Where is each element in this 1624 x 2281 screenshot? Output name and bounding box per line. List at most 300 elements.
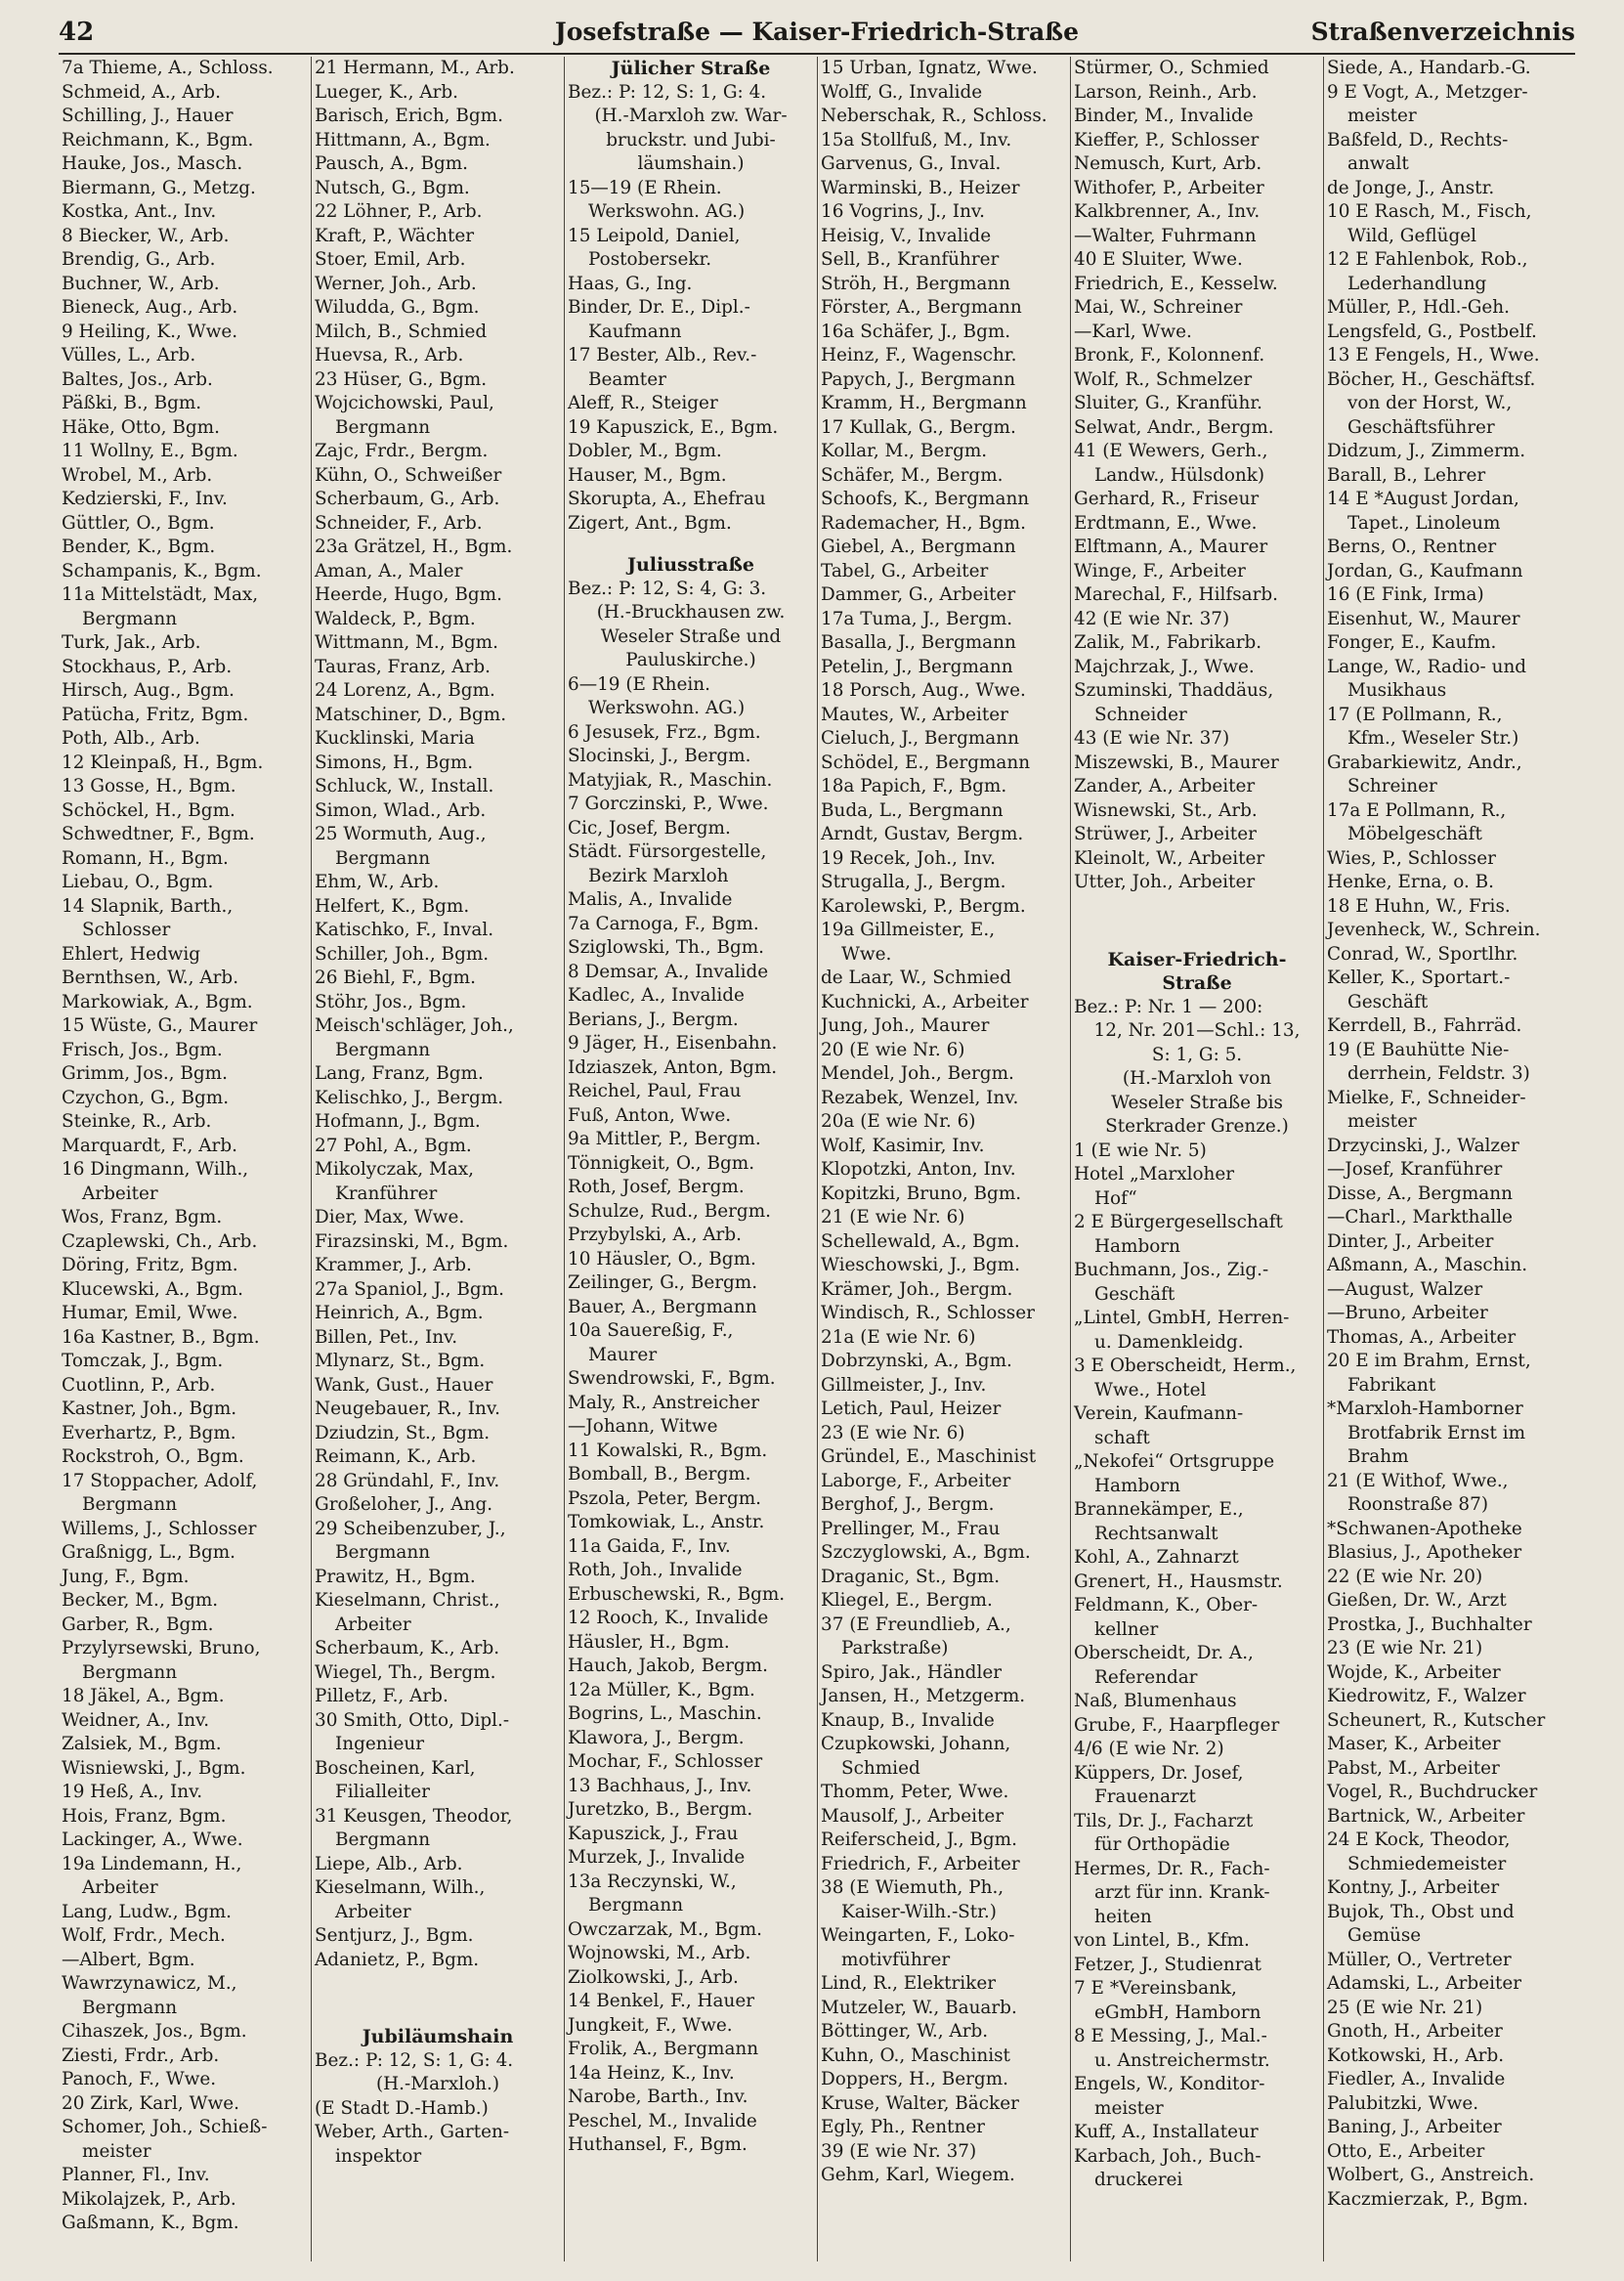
entry-continuation: Filialleiter bbox=[335, 1782, 430, 1802]
entry-line: Bartnick, W., Arbeiter bbox=[1327, 1805, 1525, 1827]
entry-line: 31 Keusgen, Theodor, bbox=[315, 1805, 513, 1827]
entry-line: 39 (E wie Nr. 37) bbox=[821, 2140, 977, 2162]
entry-line: Strugalla, J., Bergm. bbox=[821, 872, 1006, 892]
entry-line: Schöckel, H., Bgm. bbox=[62, 799, 235, 821]
entry-line: Wolf, R., Schmelzer bbox=[1074, 368, 1253, 390]
entry-line: Prawitz, H., Bgm. bbox=[315, 1566, 476, 1587]
entry-line: Przylyrsewski, Bruno, bbox=[62, 1638, 261, 1658]
street-heading: Jülicher Straße bbox=[611, 58, 771, 79]
entry-line: Mautes, W., Arbeiter bbox=[821, 704, 1008, 725]
entry-line: Laborge, F., Arbeiter bbox=[821, 1470, 1011, 1491]
entry-continuation: Schmiedemeister bbox=[1347, 1853, 1507, 1874]
entry-line: Güttler, O., Bgm. bbox=[62, 512, 215, 534]
street-description: Weseler Straße bis bbox=[1111, 1092, 1283, 1113]
entry-line: Mikolajzek, P., Arb. bbox=[62, 2188, 236, 2210]
entry-line: 17 Stoppacher, Adolf, bbox=[62, 1470, 258, 1491]
entry-line: Brannekämper, E., bbox=[1074, 1499, 1244, 1520]
entry-line: 8 Demsar, A., Invalide bbox=[568, 961, 769, 982]
entry-line: Förster, A., Bergmann bbox=[821, 297, 1022, 318]
entry-line: Windisch, R., Schlosser bbox=[821, 1303, 1035, 1323]
entry-line: (E Stadt D.-Hamb.) bbox=[315, 2097, 489, 2119]
entry-line: 23 (E wie Nr. 6) bbox=[821, 1422, 965, 1443]
entry-line: Jansen, H., Metzgerm. bbox=[821, 1686, 1026, 1706]
entry-line: Reiferscheid, J., Bgm. bbox=[821, 1829, 1017, 1850]
entry-line: Giebel, A., Bergmann bbox=[821, 537, 1016, 557]
entry-line: Fonger, E., Kaufm. bbox=[1327, 632, 1497, 653]
entry-line: Jung, F., Bgm. bbox=[62, 1566, 190, 1587]
entry-line: Friedrich, F., Arbeiter bbox=[821, 1853, 1020, 1874]
entry-line: 6—19 (E Rhein. bbox=[568, 673, 710, 695]
entry-line: Palubitzki, Wwe. bbox=[1327, 2092, 1479, 2114]
entry-line: 21 (E wie Nr. 6) bbox=[821, 1207, 965, 1227]
entry-line: Lueger, K., Arb. bbox=[315, 81, 459, 103]
entry-line: 16a Kastner, B., Bgm. bbox=[62, 1326, 260, 1348]
entry-line: —Walter, Fuhrmann bbox=[1074, 225, 1257, 246]
entry-line: Wos, Franz, Bgm. bbox=[62, 1207, 223, 1227]
entry-continuation: Kranführer bbox=[335, 1183, 438, 1204]
entry-line: Weber, Arth., Garten- bbox=[315, 2122, 510, 2142]
spacer bbox=[312, 1990, 564, 2007]
entry-continuation: Musikhaus bbox=[1347, 680, 1447, 701]
entry-line: Simons, H., Bgm. bbox=[315, 752, 474, 773]
entry-line: Planner, Fl., Inv. bbox=[62, 2165, 210, 2185]
entry-line: Wojde, K., Arbeiter bbox=[1327, 1661, 1501, 1683]
entry-line: Kuchnicki, A., Arbeiter bbox=[821, 991, 1029, 1012]
entry-continuation: Schmied bbox=[841, 1757, 920, 1779]
entry-continuation: Roonstraße 87) bbox=[1347, 1494, 1489, 1515]
entry-line: 25 (E wie Nr. 21) bbox=[1327, 1997, 1483, 2018]
entry-line: Hittmann, A., Bgm. bbox=[315, 129, 491, 151]
entry-line: Kucklinski, Maria bbox=[315, 728, 475, 749]
entry-line: —Charl., Markthalle bbox=[1327, 1207, 1514, 1227]
entry-line: Grenert, H., Hausmstr. bbox=[1074, 1571, 1283, 1592]
entry-line: 27a Spaniol, J., Bgm. bbox=[315, 1278, 504, 1300]
entry-line: 11a Mittelstädt, Max, bbox=[62, 584, 259, 605]
entry-line: Päßki, B., Bgm. bbox=[62, 393, 202, 413]
entry-line: Schampanis, K., Bgm. bbox=[62, 560, 262, 581]
entry-line: Mutzeler, W., Bauarb. bbox=[821, 1997, 1017, 2018]
entry-line: Wiludda, G., Bgm. bbox=[315, 297, 480, 318]
entry-continuation: Arbeiter bbox=[335, 1901, 411, 1922]
entry-line: Wojcichowski, Paul, bbox=[315, 393, 494, 413]
entry-line: Hirsch, Aug., Bgm. bbox=[62, 680, 235, 701]
entry-line: Liebau, O., Bgm. bbox=[62, 872, 214, 892]
entry-line: Keller, K., Sportart.- bbox=[1327, 968, 1511, 988]
entry-line: —Bruno, Arbeiter bbox=[1327, 1303, 1488, 1323]
entry-continuation: Schneider bbox=[1094, 704, 1187, 725]
entry-line: 16 (E Fink, Irma) bbox=[1327, 584, 1484, 605]
entry-line: 20 (E wie Nr. 6) bbox=[821, 1039, 965, 1060]
entry-line: Billen, Pet., Inv. bbox=[315, 1326, 458, 1348]
entry-line: Bez.: P: 12, S: 1, G: 4. bbox=[315, 2049, 514, 2071]
entry-line: Eisenhut, W., Maurer bbox=[1327, 608, 1520, 629]
entry-line: Lengsfeld, G., Postbelf. bbox=[1327, 321, 1537, 342]
entry-line: Wisnewski, St., Arb. bbox=[1074, 799, 1258, 821]
entry-continuation: für Orthopädie bbox=[1094, 1834, 1230, 1855]
entry-line: Kopitzki, Bruno, Bgm. bbox=[821, 1183, 1022, 1204]
entry-line: Prostka, J., Buchhalter bbox=[1327, 1614, 1532, 1635]
entry-line: 21 Hermann, M., Arb. bbox=[315, 58, 515, 78]
entry-line: Czaplewski, Ch., Arb. bbox=[62, 1230, 258, 1252]
entry-line: *Marxloh-Hamborner bbox=[1327, 1399, 1523, 1419]
entry-line: 9 Heiling, K., Wwe. bbox=[62, 321, 238, 342]
entry-line: Werner, Joh., Arb. bbox=[315, 273, 477, 294]
entry-line: Winge, F., Arbeiter bbox=[1074, 560, 1246, 581]
entry-line: Neugebauer, R., Inv. bbox=[315, 1399, 500, 1419]
entry-line: Adanietz, P., Bgm. bbox=[315, 1949, 480, 1970]
entry-continuation: Kaiser-Wilh.-Str.) bbox=[841, 1901, 997, 1922]
entry-line: Fuß, Anton, Wwe. bbox=[568, 1104, 732, 1126]
entry-line: Peschel, M., Invalide bbox=[568, 2110, 757, 2131]
entry-continuation: Wild, Geflügel bbox=[1347, 225, 1477, 246]
entry-line: 41 (E Wewers, Gerh., bbox=[1074, 441, 1268, 461]
entry-continuation: Referendar bbox=[1094, 1666, 1198, 1688]
spacer bbox=[1071, 895, 1323, 913]
entry-line: Sluiter, G., Kranführ. bbox=[1074, 393, 1262, 413]
entry-line: Tönnigkeit, O., Bgm. bbox=[568, 1152, 755, 1174]
entry-continuation: Ingenieur bbox=[335, 1734, 425, 1754]
entry-continuation: motivführer bbox=[841, 1949, 951, 1970]
entry-line: Simon, Wlad., Arb. bbox=[315, 799, 487, 821]
entry-line: Barisch, Erich, Bgm. bbox=[315, 106, 503, 126]
entry-line: Nemusch, Kurt, Arb. bbox=[1074, 153, 1262, 174]
entry-line: 8 Biecker, W., Arb. bbox=[62, 225, 230, 246]
entry-continuation: Bergmann bbox=[335, 847, 431, 869]
entry-line: Dziudzin, St., Bgm. bbox=[315, 1422, 491, 1443]
entry-line: 12 Kleinpaß, H., Bgm. bbox=[62, 752, 264, 773]
entry-line: Dobrzynski, A., Bgm. bbox=[821, 1351, 1012, 1371]
entry-line: Wolf, Kasimir, Inv. bbox=[821, 1135, 985, 1156]
entry-line: Mendel, Joh., Bergm. bbox=[821, 1063, 1014, 1084]
entry-line: Zajc, Frdr., Bergm. bbox=[315, 441, 489, 461]
entry-line: 10a Sauereßig, F., bbox=[568, 1320, 734, 1341]
entry-line: 18 E Huhn, W., Fris. bbox=[1327, 895, 1511, 917]
entry-continuation: Bergmann bbox=[335, 416, 431, 438]
column-1 bbox=[59, 57, 312, 2261]
entry-line: Großeloher, J., Ang. bbox=[315, 1494, 493, 1515]
entry-line: Liepe, Alb., Arb. bbox=[315, 1853, 463, 1874]
entry-line: Zigert, Ant., Bgm. bbox=[568, 512, 732, 534]
entry-line: Sell, B., Kranführer bbox=[821, 249, 1000, 270]
entry-line: Markowiak, A., Bgm. bbox=[62, 991, 253, 1012]
entry-line: 40 E Sluiter, Wwe. bbox=[1074, 249, 1243, 270]
entry-line: Kuhn, O., Maschinist bbox=[821, 2044, 1010, 2066]
entry-line: Häusler, H., Bgm. bbox=[568, 1631, 730, 1653]
entry-line: Jevenheck, W., Schrein. bbox=[1327, 920, 1541, 940]
entry-line: 19a Gillmeister, E., bbox=[821, 920, 996, 940]
entry-line: Baning, J., Arbeiter bbox=[1327, 2117, 1502, 2137]
entry-line: Schomer, Joh., Schieß- bbox=[62, 2117, 268, 2137]
entry-line: Kiedrowitz, F., Walzer bbox=[1327, 1686, 1526, 1706]
entry-line: Scheunert, R., Kutscher bbox=[1327, 1709, 1546, 1731]
entry-continuation: schaft bbox=[1094, 1427, 1150, 1448]
entry-line: 19 (E Bauhütte Nie- bbox=[1327, 1039, 1510, 1060]
entry-line: Malis, A., Invalide bbox=[568, 889, 733, 910]
street-heading: Juliusstraße bbox=[626, 554, 755, 576]
entry-line: Wolf, Frdr., Mech. bbox=[62, 1925, 226, 1946]
entry-line: Karolewski, P., Bergm. bbox=[821, 895, 1026, 917]
entry-line: Gehm, Karl, Wiegem. bbox=[821, 2165, 1015, 2185]
entry-line: Idziaszek, Anton, Bgm. bbox=[568, 1056, 778, 1078]
entry-line: Schellewald, A., Bgm. bbox=[821, 1230, 1020, 1252]
entry-continuation: Wwe. bbox=[841, 943, 892, 965]
entry-line: Narobe, Barth., Inv. bbox=[568, 2087, 748, 2107]
entry-line: 15a Stollfuß, M., Inv. bbox=[821, 129, 1012, 151]
entry-line: Sziglowski, Th., Bgm. bbox=[568, 937, 765, 958]
entry-line: 24 E Kock, Theodor, bbox=[1327, 1829, 1511, 1850]
entry-line: Wieschowski, J., Bgm. bbox=[821, 1255, 1020, 1275]
entry-continuation: u. Damenkleidg. bbox=[1094, 1331, 1244, 1353]
entry-line: Schmeid, A., Arb. bbox=[62, 81, 221, 103]
entry-line: Jungkeit, F., Wwe. bbox=[568, 2014, 733, 2036]
entry-line: Baßfeld, D., Rechts- bbox=[1327, 129, 1509, 151]
entry-line: Heerde, Hugo, Bgm. bbox=[315, 584, 502, 605]
entry-line: Cieluch, J., Bergmann bbox=[821, 728, 1019, 749]
entry-line: Krammer, J., Arb. bbox=[315, 1255, 472, 1275]
entry-line: Grabarkiewitz, Andr., bbox=[1327, 752, 1522, 773]
entry-line: Engels, W., Konditor- bbox=[1074, 2074, 1265, 2094]
entry-continuation: meister bbox=[82, 2140, 151, 2162]
entry-line: Buchmann, Jos., Zig.- bbox=[1074, 1260, 1269, 1280]
street-description: 12, Nr. 201—Schl.: 13, bbox=[1093, 1020, 1301, 1041]
entry-line: Bogrins, L., Maschin. bbox=[568, 1703, 762, 1724]
entry-line: Kelischko, J., Bergm. bbox=[315, 1087, 504, 1108]
entry-line: Vülles, L., Arb. bbox=[62, 345, 196, 366]
entry-line: Buda, L., Bergmann bbox=[821, 799, 1004, 821]
entry-line: 17 Bester, Alb., Rev.- bbox=[568, 345, 757, 366]
entry-line: Arndt, Gustav, Bergm. bbox=[821, 824, 1024, 844]
spacer bbox=[1071, 913, 1323, 930]
entry-line: Heisig, V., Invalide bbox=[821, 225, 992, 246]
entry-line: Przybylski, A., Arb. bbox=[568, 1225, 742, 1245]
entry-line: Basalla, J., Bergmann bbox=[821, 632, 1016, 653]
entry-line: 9 Jäger, H., Eisenbahn. bbox=[568, 1033, 778, 1054]
entry-line: Marquardt, F., Arb. bbox=[62, 1135, 237, 1156]
street-heading: Straße bbox=[1162, 972, 1232, 994]
entry-line: Garber, R., Bgm. bbox=[62, 1614, 214, 1635]
entry-line: Kadlec, A., Invalide bbox=[568, 985, 745, 1006]
entry-line: 27 Pohl, A., Bgm. bbox=[315, 1135, 472, 1156]
entry-line: Böcher, H., Geschäftsf. bbox=[1327, 368, 1536, 390]
entry-line: Otto, E., Arbeiter bbox=[1327, 2140, 1485, 2162]
entry-line: 22 (E wie Nr. 20) bbox=[1327, 1566, 1483, 1587]
entry-line: Matyjiak, R., Maschin. bbox=[568, 769, 773, 791]
entry-line: —Josef, Kranführer bbox=[1327, 1159, 1503, 1180]
entry-continuation: meister bbox=[1347, 106, 1417, 126]
entry-line: Klucewski, A., Bgm. bbox=[62, 1278, 243, 1300]
entry-line: Bujok, Th., Obst und bbox=[1327, 1901, 1515, 1922]
entry-line: 13 Bachhaus, J., Inv. bbox=[568, 1775, 752, 1796]
entry-line: Wiegel, Th., Bergm. bbox=[315, 1661, 496, 1683]
entry-line: Marechal, F., Hilfsarb. bbox=[1074, 584, 1279, 605]
entry-line: 18 Porsch, Aug., Wwe. bbox=[821, 680, 1026, 701]
entry-line: Warminski, B., Heizer bbox=[821, 177, 1020, 198]
entry-line: 6 Jesusek, Frz., Bgm. bbox=[568, 721, 761, 743]
entry-line: Draganic, St., Bgm. bbox=[821, 1566, 1001, 1587]
entry-line: 8 E Messing, J., Mal.- bbox=[1074, 2026, 1267, 2046]
entry-line: Thomm, Peter, Wwe. bbox=[821, 1782, 1009, 1802]
entry-line: 14a Heinz, K., Inv. bbox=[568, 2062, 735, 2084]
entry-line: Becker, M., Bgm. bbox=[62, 1590, 219, 1611]
entry-continuation: Werkswohn. AG.) bbox=[588, 201, 746, 222]
entry-line: Pilletz, F., Arb. bbox=[315, 1686, 449, 1706]
entry-line: Karbach, Joh., Buch- bbox=[1074, 2145, 1261, 2167]
entry-line: Reichel, Paul, Frau bbox=[568, 1081, 742, 1101]
entry-line: Slocinski, J., Bergm. bbox=[568, 746, 751, 766]
entry-line: —Albert, Bgm. bbox=[62, 1949, 195, 1970]
entry-line: Elftmann, A., Maurer bbox=[1074, 537, 1268, 557]
entry-line: Spiro, Jak., Händler bbox=[821, 1661, 1003, 1683]
entry-line: Städt. Fürsorgestelle, bbox=[568, 841, 767, 862]
entry-line: Larson, Reinh., Arb. bbox=[1074, 81, 1258, 103]
entry-line: Dier, Max, Wwe. bbox=[315, 1207, 465, 1227]
entry-line: 17 Kullak, G., Bergm. bbox=[821, 416, 1016, 438]
entry-line: Kaczmierzak, P., Bgm. bbox=[1327, 2188, 1528, 2210]
entry-line: 16 Vogrins, J., Inv. bbox=[821, 201, 985, 222]
entry-line: Kraft, P., Wächter bbox=[315, 225, 475, 246]
entry-continuation: Gemüse bbox=[1347, 1925, 1422, 1946]
entry-line: Kostka, Ant., Inv. bbox=[62, 201, 217, 222]
entry-line: Turk, Jak., Arb. bbox=[62, 632, 201, 653]
entry-line: Schilling, J., Hauer bbox=[62, 106, 234, 126]
entry-line: Berians, J., Bergm. bbox=[568, 1009, 739, 1030]
entry-line: 19 Kapuszick, E., Bgm. bbox=[568, 416, 779, 438]
entry-line: Küppers, Dr. Josef, bbox=[1074, 1762, 1244, 1784]
entry-line: Schäfer, M., Bergm. bbox=[821, 464, 1004, 486]
entry-line: 14 Benkel, F., Hauer bbox=[568, 1991, 755, 2011]
entry-line: 15 Urban, Ignatz, Wwe. bbox=[821, 58, 1038, 78]
entry-line: Tomkowiak, L., Anstr. bbox=[568, 1512, 765, 1532]
entry-line: 12 E Fahlenbok, Rob., bbox=[1327, 249, 1528, 270]
entry-line: Gnoth, H., Arbeiter bbox=[1327, 2021, 1503, 2042]
entry-continuation: Bergmann bbox=[335, 1542, 431, 1563]
entry-line: Blasius, J., Apotheker bbox=[1327, 1542, 1522, 1563]
entry-line: Barall, B., Lehrer bbox=[1327, 464, 1486, 486]
entry-continuation: kellner bbox=[1094, 1618, 1159, 1640]
street-heading: Kaiser-Friedrich- bbox=[1107, 948, 1287, 970]
column-4 bbox=[818, 57, 1071, 2261]
entry-line: Kollar, M., Bergm. bbox=[821, 441, 988, 461]
entry-line: Haas, G., Ing. bbox=[568, 273, 693, 294]
entry-line: Papych, J., Bergmann bbox=[821, 368, 1016, 390]
entry-line: 15—19 (E Rhein. bbox=[568, 177, 722, 198]
entry-line: Hermes, Dr. R., Fach- bbox=[1074, 1858, 1270, 1879]
entry-line: Döring, Fritz, Bgm. bbox=[62, 1255, 238, 1275]
entry-line: 16a Schäfer, J., Bgm. bbox=[821, 321, 1011, 342]
entry-line: von Lintel, B., Kfm. bbox=[1074, 1930, 1250, 1951]
entry-line: Kühn, O., Schweißer bbox=[315, 464, 502, 486]
entry-line: Erbuschewski, R., Bgm. bbox=[568, 1583, 786, 1605]
entry-continuation: Werkswohn. AG.) bbox=[588, 698, 746, 718]
entry-continuation: Landw., Hülsdonk) bbox=[1094, 464, 1265, 486]
entry-line: Graßnigg, L., Bgm. bbox=[62, 1542, 236, 1563]
entry-line: Zalik, M., Fabrikarb. bbox=[1074, 632, 1262, 653]
entry-line: 16 Dingmann, Wilh., bbox=[62, 1159, 249, 1180]
entry-line: 17a Tuma, J., Bergm. bbox=[821, 608, 1013, 629]
entry-line: 20a (E wie Nr. 6) bbox=[821, 1111, 976, 1132]
entry-line: Majchrzak, J., Wwe. bbox=[1074, 656, 1255, 677]
entry-line: Fiedler, A., Invalide bbox=[1327, 2069, 1506, 2089]
entry-continuation: von der Horst, W., bbox=[1347, 393, 1513, 413]
entry-continuation: meister bbox=[1347, 1111, 1417, 1132]
entry-line: Henke, Erna, o. B. bbox=[1327, 872, 1495, 892]
entry-line: Tabel, G., Arbeiter bbox=[821, 560, 989, 581]
entry-line: Grube, F., Haarpfleger bbox=[1074, 1714, 1280, 1736]
entry-line: Prellinger, M., Frau bbox=[821, 1518, 1001, 1539]
entry-line: Gillmeister, J., Inv. bbox=[821, 1374, 987, 1396]
entry-line: Schneider, F., Arb. bbox=[315, 512, 483, 534]
entry-line: Tils, Dr. J., Facharzt bbox=[1074, 1810, 1254, 1831]
entry-line: Humar, Emil, Wwe. bbox=[62, 1303, 238, 1323]
column-3 bbox=[565, 57, 818, 2261]
entry-line: Kalkbrenner, A., Inv. bbox=[1074, 201, 1261, 222]
entry-line: 25 Wormuth, Aug., bbox=[315, 824, 487, 844]
entry-line: Ehm, W., Arb. bbox=[315, 872, 440, 892]
entry-line: Huevsa, R., Arb. bbox=[315, 345, 464, 366]
entry-continuation: Geschäftsführer bbox=[1347, 416, 1495, 438]
entry-line: 3 E Oberscheidt, Herm., bbox=[1074, 1356, 1297, 1376]
entry-line: Wittmann, M., Bgm. bbox=[315, 632, 498, 653]
entry-line: Ehlert, Hedwig bbox=[62, 943, 200, 965]
entry-line: Owczarzak, M., Bgm. bbox=[568, 1918, 762, 1940]
entry-line: 7a Carnoga, F., Bgm. bbox=[568, 913, 759, 934]
entry-line: Stöhr, Jos., Bgm. bbox=[315, 991, 467, 1012]
entry-line: Mausolf, J., Arbeiter bbox=[821, 1805, 1004, 1827]
entry-line: Müller, O., Vertreter bbox=[1327, 1949, 1512, 1970]
entry-line: Kieselmann, Christ., bbox=[315, 1590, 500, 1611]
entry-line: 23a Grätzel, H., Bgm. bbox=[315, 537, 513, 557]
entry-line: 43 (E wie Nr. 37) bbox=[1074, 728, 1230, 749]
page-header bbox=[59, 14, 1575, 55]
entry-line: Bieneck, Aug., Arb. bbox=[62, 297, 238, 318]
entry-line: —Karl, Wwe. bbox=[1074, 321, 1192, 342]
entry-line: Adamski, L., Arbeiter bbox=[1327, 1973, 1522, 1994]
entry-line: Mai, W., Schreiner bbox=[1074, 297, 1243, 318]
entry-continuation: Hamborn bbox=[1094, 1475, 1180, 1496]
entry-line: 12 Rooch, K., Invalide bbox=[568, 1608, 769, 1628]
entry-continuation: arzt für inn. Krank- bbox=[1094, 1882, 1270, 1903]
entry-line: Disse, A., Bergmann bbox=[1327, 1183, 1513, 1204]
entry-line: Garvenus, G., Inval. bbox=[821, 153, 1002, 174]
column-5 bbox=[1071, 57, 1324, 2261]
entry-line: Strüwer, J., Arbeiter bbox=[1074, 824, 1257, 844]
entry-line: Reimann, K., Arb. bbox=[315, 1446, 477, 1467]
entry-line: 37 (E Freundlieb, A., bbox=[821, 1614, 1011, 1635]
entry-line: Kapuszick, J., Frau bbox=[568, 1823, 739, 1844]
entry-continuation: Maurer bbox=[588, 1344, 658, 1365]
entry-line: Brendig, G., Arb. bbox=[62, 249, 216, 270]
entry-continuation: Bergmann bbox=[82, 1494, 178, 1515]
entry-line: Feldmann, K., Ober- bbox=[1074, 1595, 1259, 1615]
entry-line: Cihaszek, Jos., Bgm. bbox=[62, 2021, 247, 2042]
entry-line: Mochar, F., Schlosser bbox=[568, 1751, 763, 1772]
entry-continuation: Arbeiter bbox=[82, 1877, 158, 1898]
entry-line: Rezabek, Wenzel, Inv. bbox=[821, 1087, 1019, 1108]
entry-line: 11 Wollny, E., Bgm. bbox=[62, 441, 238, 461]
entry-continuation: Postobersekr. bbox=[588, 249, 712, 270]
entry-line: —Johann, Witwe bbox=[568, 1416, 718, 1437]
entry-line: Meisch'schläger, Joh., bbox=[315, 1015, 514, 1036]
entry-line: Bez.: P: 12, S: 4, G: 3. bbox=[568, 578, 767, 599]
entry-line: 13a Reczynski, W., bbox=[568, 1871, 737, 1892]
entry-line: 19 Recek, Joh., Inv. bbox=[821, 847, 996, 869]
entry-line: Maser, K., Arbeiter bbox=[1327, 1734, 1501, 1754]
page-title: Josefstraße — Kaiser-Friedrich-Straße bbox=[554, 18, 1080, 46]
entry-line: Selwat, Andr., Bergm. bbox=[1074, 416, 1274, 438]
entry-line: Binder, M., Invalide bbox=[1074, 106, 1254, 126]
entry-line: Schwedtner, F., Bgm. bbox=[62, 824, 255, 844]
entry-continuation: meister bbox=[1094, 2097, 1164, 2119]
